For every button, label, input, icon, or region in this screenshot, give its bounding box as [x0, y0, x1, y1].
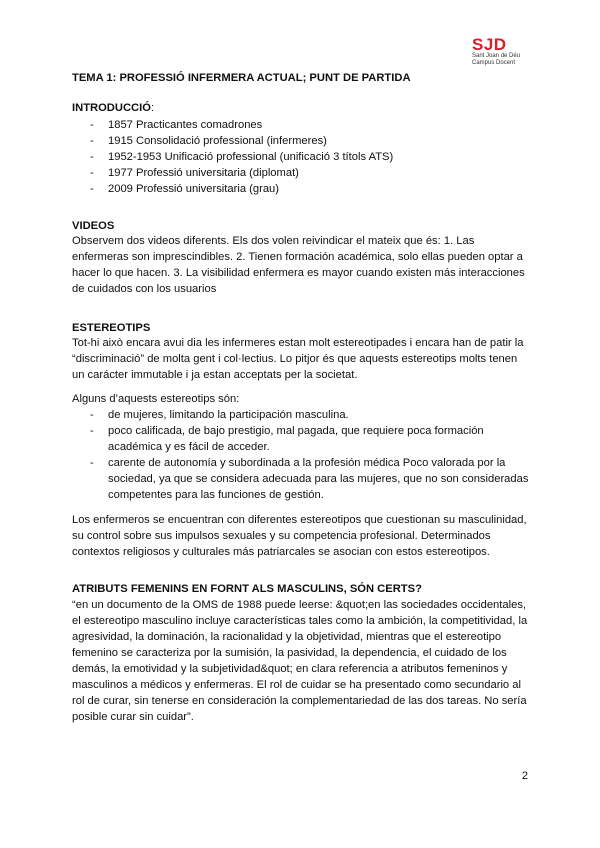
list-item: - 1915 Consolidació professional (infermeres): [72, 133, 532, 149]
intro-list: [72, 117, 532, 197]
list-item: - 2009 Professió universitaria (grau): [72, 181, 532, 197]
list-item: - carente de autonomía y subordinada a la profesión médica Poco valorada por la sociedad, ya que se considera adecuada para las mujeres, que no son consideradas competentes para las funciones de gestión.: [72, 455, 532, 503]
logo-line-1: Sant Joan de Déu: [472, 53, 521, 59]
estereotips-closing: Los enfermeros se encuentran con diferentes estereotipos que cuestionan su masculinidad, su control sobre sus impulsos sexuales y su competencia profesional. Determinados contextos religiosos y culturales más patriarcales se asocian con estos estereotipos.: [72, 514, 527, 558]
atributs-heading: ATRIBUTS FEMENINS EN FORNT ALS MASCULINS, SÓN CERTS?: [72, 583, 422, 595]
logo-mark: SJD: [472, 35, 507, 54]
videos-heading: VIDEOS: [72, 220, 115, 232]
estereotips-heading: ESTEREOTIPS: [72, 322, 151, 334]
logo-line-2: Campus Docent: [472, 60, 516, 66]
document-title: TEMA 1: PROFESSIÓ INFERMERA ACTUAL; PUNT DE PARTIDA: [72, 72, 411, 84]
estereotips-list: [72, 407, 532, 503]
atributs-text: “en un documento de la OMS de 1988 puede leerse: &quot;en las sociedades occidentales, el estereotipo masculino incluye características tales como la ambición, la competitividad, la agresividad, la dominación, la racionalidad y la objetividad, mientras que el estereotipo femenino se caracteriza por la sumisión, la pasividad, la dependencia, el cuidado de los demás, la emotividad y la subjetividad&quot; en clara referencia a atributos femeninos y masculinos a médicos y enfermeras. El rol de cuidar se ha presentado como secundario al rol de curar, sin tenerse en consideración la complementariedad de las dos tareas. No sería posible curar sin cuidar”.: [72, 599, 528, 723]
estereotips-text: Tot-hi això encara avui dia les infermeres estan molt estereotipades i encara han de patir la “discriminació” de molta gent i col·lectius. Lo pitjor és que aquests estereotips molts tenen un carácter immutable i ja estan acceptats per la societat.: [72, 337, 524, 381]
estereotips-list-intro: Alguns d’aquests estereotips són:: [72, 393, 240, 405]
sjd-logo: [472, 36, 552, 67]
list-item: - 1952-1953 Unificació professional (unificació 3 títols ATS): [72, 149, 532, 165]
intro-heading: INTRODUCCIÓ: [72, 102, 151, 114]
intro-heading-line: [72, 102, 154, 114]
page-number: 2: [521, 770, 528, 782]
list-item: - poco calificada, de bajo prestigio, mal pagada, que requiere poca formación académica y es fácil de acceder.: [72, 423, 532, 455]
list-item: - de mujeres, limitando la participación masculina.: [72, 407, 532, 423]
intro-heading-colon: :: [150, 102, 155, 114]
list-item: - 1857 Practicantes comadrones: [72, 117, 532, 133]
list-item: - 1977 Professió universitaria (diplomat): [72, 165, 532, 181]
videos-text: Observem dos videos diferents. Els dos volen reivindicar el mateix que és: 1. Las enfermeras son imprescindibles. 2. Tienen formación académica, solo ellas pueden optar a hacer lo que hacen. 3. La visibilidad enfermera es mayor cuando existen más interacciones de cuidados con los usuarios: [72, 235, 525, 295]
